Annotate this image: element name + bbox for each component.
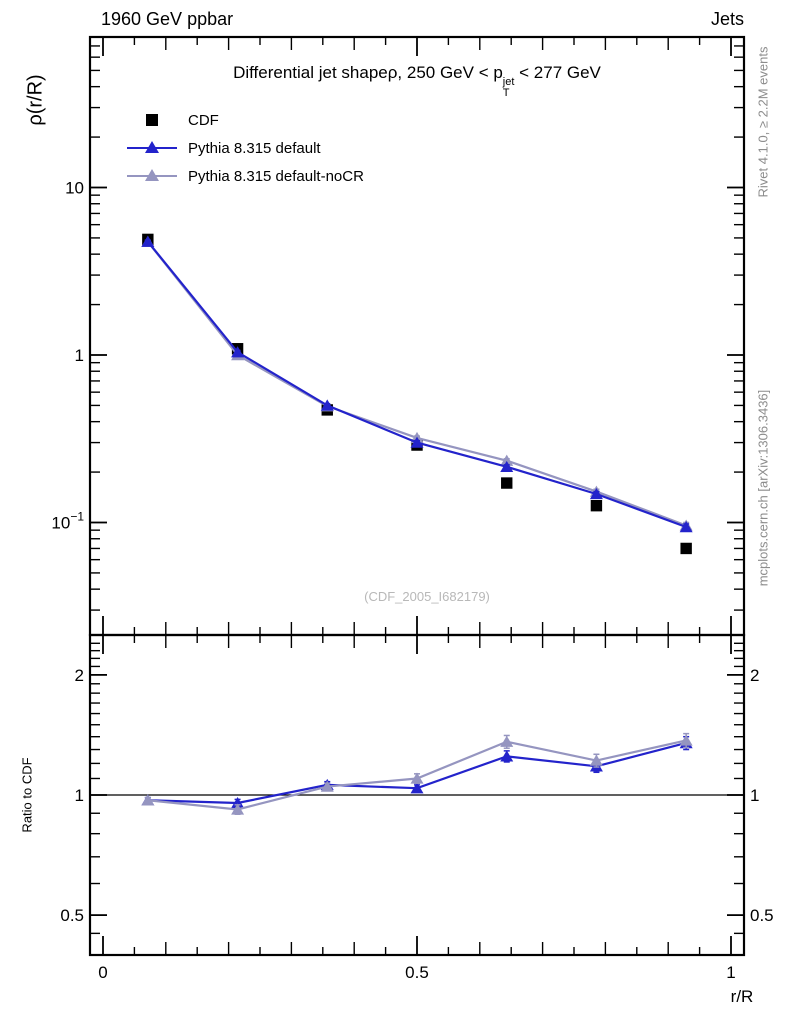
plot-title-prefix: Differential jet shapeρ, 250 GeV < p: [233, 63, 503, 82]
main-y-axis-title: ρ(r/R): [24, 74, 47, 126]
svg-text:0.5: 0.5: [60, 906, 84, 926]
ratio-series-pythia-default: [141, 737, 692, 808]
analysis-type-label: Jets: [710, 9, 744, 29]
svg-text:1: 1: [74, 346, 84, 365]
rivet-version-note: Rivet 4.1.0, ≥ 2.2M events: [755, 46, 771, 198]
svg-text:1: 1: [750, 786, 760, 805]
mcplots-reference-note: mcplots.cern.ch [arXiv:1306.3436]: [755, 389, 771, 587]
pt-jet-stack: [503, 77, 515, 99]
main-y-axis-tick-labels: [51, 179, 84, 533]
legend-label-cdf: CDF: [188, 111, 219, 129]
analysis-id-watermark: (CDF_2005_I682179): [364, 589, 490, 604]
legend: [122, 106, 364, 190]
legend-label-pythia-default: Pythia 8.315 default: [188, 139, 321, 157]
series-pythia-default: [141, 236, 692, 533]
series-cdf: [142, 234, 692, 554]
svg-text:0.5: 0.5: [750, 906, 774, 926]
x-axis-title: r/R: [730, 987, 754, 1006]
svg-text:1: 1: [74, 786, 84, 805]
legend-item-pythia-default: [122, 134, 364, 162]
plot-title: [90, 63, 744, 99]
legend-label-pythia-nocr: Pythia 8.315 default-noCR: [188, 167, 364, 185]
x-axis-tick-labels: [98, 963, 735, 982]
ratio-y-axis-title: Ratio to CDF: [19, 757, 35, 833]
svg-text:0: 0: [98, 963, 108, 982]
svg-text:2: 2: [750, 665, 760, 685]
svg-text:10: 10: [65, 178, 84, 198]
svg-text:1: 1: [726, 963, 736, 982]
svg-text:0.5: 0.5: [405, 963, 429, 982]
pt-subscript: T: [502, 87, 510, 99]
pt-superscript: jet: [502, 76, 515, 88]
pythia-nocr-line-marker-icon: [122, 169, 182, 183]
legend-item-pythia-nocr: [122, 162, 364, 190]
pythia-default-line-marker-icon: [122, 141, 182, 155]
series-pythia-default-nocr: [141, 236, 692, 531]
beam-energy-label: 1960 GeV ppbar: [101, 9, 234, 29]
legend-item-cdf: [122, 106, 364, 134]
plot-title-suffix: < 277 GeV: [514, 63, 601, 82]
cdf-square-marker-icon: [122, 113, 182, 127]
svg-text:2: 2: [74, 665, 84, 685]
svg-text:10−1: $10^{-1}$: [51, 509, 84, 533]
